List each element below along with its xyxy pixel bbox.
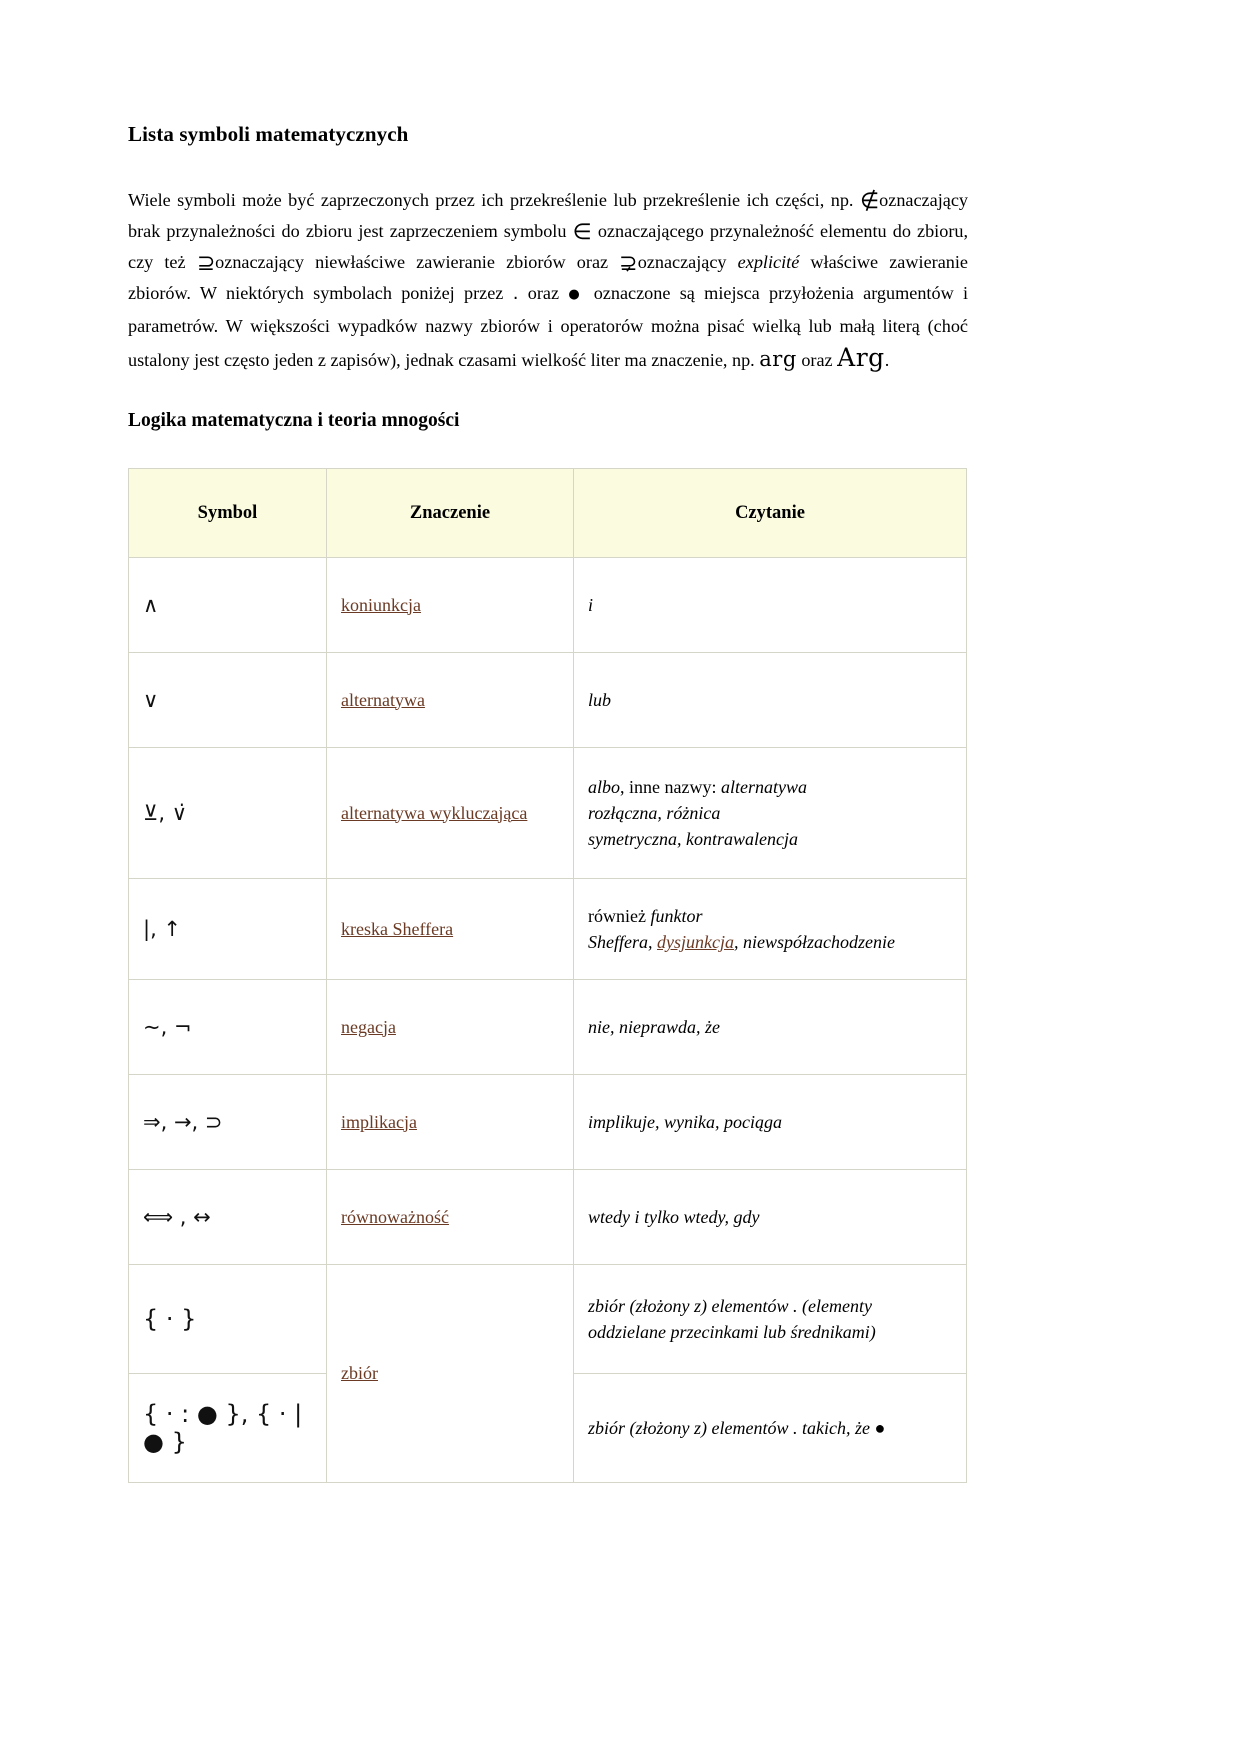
- set-braces-glyph: { · }: [143, 1305, 197, 1333]
- table-row: [129, 653, 967, 748]
- superset-not-equal-icon: ⊋: [619, 251, 638, 276]
- intro-text-1: Wiele symboli może być zaprzeczonych przez ich przekreślenie lub przekreślenie ich części, np.: [128, 190, 854, 210]
- xor-reading-alt: alternatywa: [720, 777, 807, 797]
- symbols-table: [128, 468, 967, 1483]
- intro-explicite: explicité: [737, 252, 800, 272]
- section-title: Logika matematyczna i teoria mnogości: [128, 410, 460, 431]
- table-row: [129, 748, 967, 879]
- table-row: [129, 1170, 967, 1265]
- xor-reading-sep: , inne nazwy:: [620, 777, 721, 797]
- cell-reading-equivalence: wtedy i tylko wtedy, gdy: [574, 1170, 967, 1265]
- intro-text-10: .: [884, 350, 890, 370]
- sheffer-reading-funktor: funktor: [650, 906, 703, 926]
- element-of-icon: ∈: [572, 220, 592, 245]
- cell-reading-implication: implikuje, wynika, pociąga: [574, 1075, 967, 1170]
- cell-reading-set-builder: [574, 1374, 967, 1483]
- intro-text-9: oraz: [801, 350, 833, 370]
- cell-symbol-sheffer: |, ↑: [129, 879, 327, 980]
- table-row: [129, 980, 967, 1075]
- cell-reading-sheffer: [574, 879, 967, 980]
- cell-symbol-xor: ⊻, ∨̇: [129, 748, 327, 879]
- dot-placeholder-icon: .: [512, 283, 519, 304]
- bullet-placeholder-icon: ●: [568, 287, 585, 302]
- cell-symbol-set-builder: [129, 1374, 327, 1483]
- sheffer-reading-line2b: , niewspółzachodzenie: [733, 932, 895, 952]
- intro-text-7: oraz: [527, 283, 560, 303]
- document-content: [128, 122, 968, 1483]
- cell-reading-negation: nie, nieprawda, że: [574, 980, 967, 1075]
- set-reading-line2: oddzielane przecinkami lub średnikami): [588, 1322, 876, 1342]
- intro-paragraph: [128, 185, 968, 376]
- cell-meaning-negation: [327, 980, 574, 1075]
- link-implikacja[interactable]: implikacja: [341, 1111, 417, 1132]
- link-dysjunkcja[interactable]: dysjunkcja: [657, 932, 734, 952]
- cell-meaning-set: [327, 1265, 574, 1483]
- intro-text-5: oznaczający: [637, 252, 727, 272]
- intro-text-3: oznaczającego przynależność elementu do zbioru, czy też: [128, 221, 969, 272]
- link-negacja[interactable]: negacja: [341, 1016, 396, 1037]
- not-element-of-icon: ∉: [859, 189, 880, 214]
- column-header-symbol: Symbol: [129, 469, 327, 558]
- intro-text-8: oznaczone są miejsca przyłożenia argumentów i parametrów. W większości wypadków nazwy zbiorów i operatorów można pisać wielką lub małą literą (choć ustalony jest często jeden z zapisów), jednak czasami wielkość liter ma znaczenie, np.: [128, 283, 969, 370]
- link-kreska-sheffera[interactable]: kreska Sheffera: [341, 918, 454, 939]
- intro-text-4: oznaczający niewłaściwe zawieranie zbiorów oraz: [215, 252, 609, 272]
- table-row: [129, 558, 967, 653]
- arg-lowercase-formula: arg: [759, 347, 797, 371]
- xor-reading-albo: albo: [588, 777, 621, 797]
- sheffer-reading-line2a: Sheffera,: [588, 932, 657, 952]
- table-row: [129, 1265, 967, 1374]
- link-alternatywa[interactable]: alternatywa: [341, 689, 425, 710]
- table-body: [129, 558, 967, 1483]
- xor-reading-line3: symetryczna, kontrawalencja: [588, 829, 798, 849]
- set-reading-line1: zbiór (złożony z) elementów . (elementy: [588, 1296, 872, 1316]
- column-header-reading: Czytanie: [574, 469, 967, 558]
- link-rownowaznosc[interactable]: równoważność: [341, 1206, 449, 1227]
- column-header-meaning: Znaczenie: [327, 469, 574, 558]
- cell-symbol-implication: ⇒, →, ⊃: [129, 1075, 327, 1170]
- cell-symbol-conjunction: ∧: [129, 558, 327, 653]
- link-alternatywa-wykluczajaca[interactable]: alternatywa wykluczająca: [341, 802, 528, 823]
- link-koniunkcja[interactable]: koniunkcja: [341, 594, 421, 615]
- cell-reading-xor: [574, 748, 967, 879]
- cell-symbol-set-braces: [129, 1265, 327, 1374]
- cell-meaning-conjunction: [327, 558, 574, 653]
- link-zbior[interactable]: zbiór: [341, 1363, 378, 1383]
- cell-reading-conjunction: i: [574, 558, 967, 653]
- cell-meaning-disjunction: [327, 653, 574, 748]
- arg-uppercase-formula: Arg: [837, 343, 885, 372]
- cell-symbol-disjunction: ∨: [129, 653, 327, 748]
- cell-meaning-sheffer: [327, 879, 574, 980]
- cell-symbol-equivalence: ⟺ , ↔: [129, 1170, 327, 1265]
- cell-meaning-implication: [327, 1075, 574, 1170]
- sheffer-reading-rowniez: również: [588, 906, 651, 926]
- xor-reading-line2: rozłączna, różnica: [588, 803, 721, 823]
- page-title: Lista symboli matematycznych: [128, 122, 409, 146]
- intro-text-6: właściwe zawieranie zbiorów. W niektórych symbolach poniżej przez: [128, 252, 968, 303]
- table-header-row: [129, 469, 967, 558]
- superset-or-equal-icon: ⊇: [196, 251, 216, 276]
- cell-meaning-xor: [327, 748, 574, 879]
- table-header: [129, 469, 967, 558]
- cell-meaning-equivalence: [327, 1170, 574, 1265]
- table-row: [129, 879, 967, 980]
- table-row: [129, 1075, 967, 1170]
- intro-text-2: oznaczający brak przynależności do zbioru jest zaprzeczeniem symbolu: [128, 190, 968, 241]
- cell-reading-set: [574, 1265, 967, 1374]
- cell-symbol-negation: ∼, ¬: [129, 980, 327, 1075]
- cell-reading-disjunction: lub: [574, 653, 967, 748]
- set-builder-glyph: { · : ● }, { · | ● }: [143, 1400, 303, 1456]
- set-builder-reading: zbiór (złożony z) elementów . takich, że ●: [588, 1418, 886, 1438]
